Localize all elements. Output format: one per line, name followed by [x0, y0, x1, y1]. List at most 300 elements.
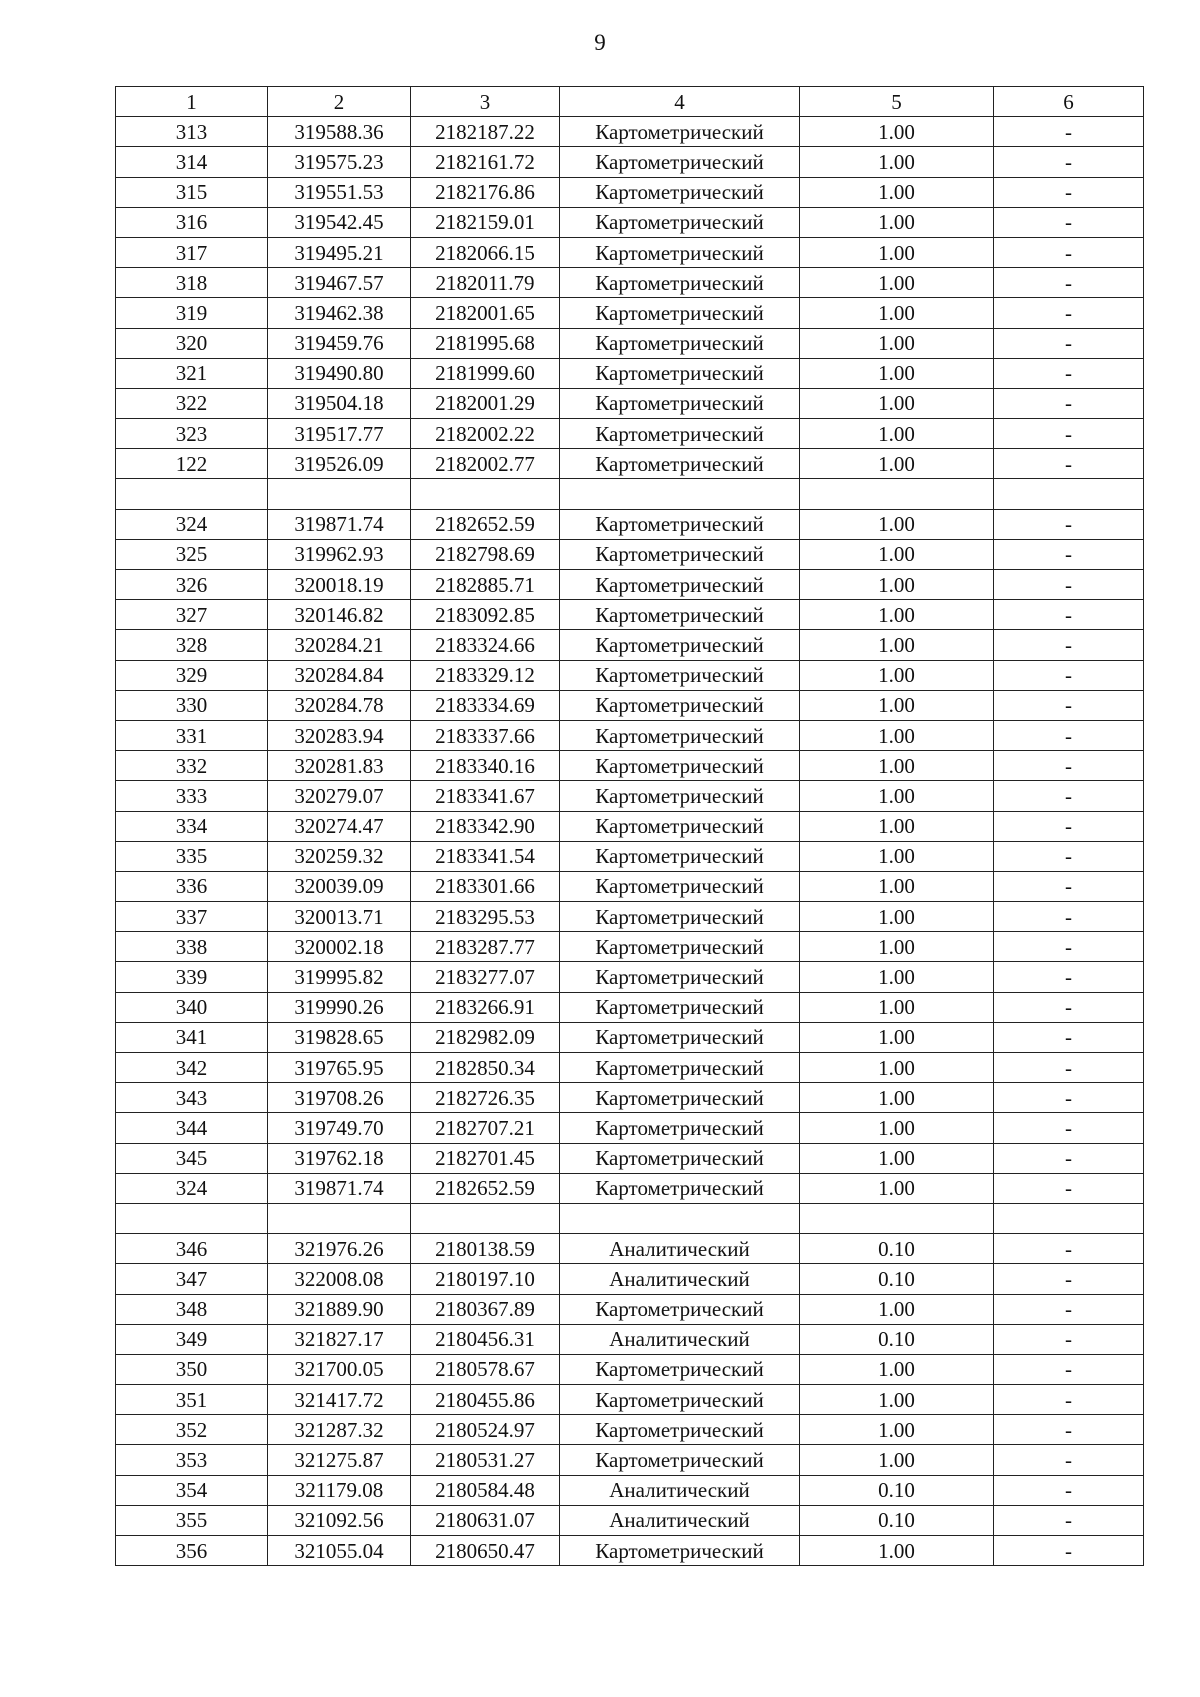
method-cell: Картометрический — [560, 1294, 800, 1324]
point-number-cell: 321 — [116, 358, 268, 388]
y-coordinate-cell: 2180531.27 — [411, 1445, 560, 1475]
x-coordinate-cell: 319517.77 — [268, 419, 411, 449]
x-coordinate-cell — [268, 1203, 411, 1233]
method-cell: Картометрический — [560, 781, 800, 811]
point-number-cell: 343 — [116, 1083, 268, 1113]
method-cell: Картометрический — [560, 117, 800, 147]
note-cell: - — [994, 690, 1144, 720]
note-cell: - — [994, 1445, 1144, 1475]
accuracy-cell: 1.00 — [800, 660, 994, 690]
note-cell: - — [994, 600, 1144, 630]
point-number-cell: 345 — [116, 1143, 268, 1173]
note-cell: - — [994, 509, 1144, 539]
x-coordinate-cell: 319871.74 — [268, 1173, 411, 1203]
x-coordinate-cell: 322008.08 — [268, 1264, 411, 1294]
x-coordinate-cell: 320274.47 — [268, 811, 411, 841]
table-row — [116, 1505, 1144, 1535]
note-cell: - — [994, 419, 1144, 449]
table-row — [116, 419, 1144, 449]
y-coordinate-cell: 2182652.59 — [411, 1173, 560, 1203]
x-coordinate-cell: 321700.05 — [268, 1354, 411, 1384]
accuracy-cell: 1.00 — [800, 720, 994, 750]
accuracy-cell: 1.00 — [800, 902, 994, 932]
point-number-cell: 342 — [116, 1053, 268, 1083]
note-cell: - — [994, 871, 1144, 901]
method-cell: Картометрический — [560, 871, 800, 901]
y-coordinate-cell: 2182011.79 — [411, 268, 560, 298]
point-number-cell: 348 — [116, 1294, 268, 1324]
note-cell: - — [994, 1294, 1144, 1324]
method-cell: Картометрический — [560, 449, 800, 479]
table-row — [116, 268, 1144, 298]
table-row — [116, 962, 1144, 992]
y-coordinate-cell: 2182001.65 — [411, 298, 560, 328]
point-number-cell: 339 — [116, 962, 268, 992]
x-coordinate-cell: 321287.32 — [268, 1415, 411, 1445]
table-row — [116, 1143, 1144, 1173]
y-coordinate-cell: 2180367.89 — [411, 1294, 560, 1324]
table-row — [116, 207, 1144, 237]
method-cell: Картометрический — [560, 570, 800, 600]
note-cell: - — [994, 751, 1144, 781]
x-coordinate-cell: 320002.18 — [268, 932, 411, 962]
x-coordinate-cell — [268, 479, 411, 509]
accuracy-cell: 1.00 — [800, 1294, 994, 1324]
y-coordinate-cell: 2182850.34 — [411, 1053, 560, 1083]
table-row — [116, 1294, 1144, 1324]
y-coordinate-cell: 2180456.31 — [411, 1324, 560, 1354]
y-coordinate-cell: 2183266.91 — [411, 992, 560, 1022]
accuracy-cell: 1.00 — [800, 117, 994, 147]
x-coordinate-cell: 320283.94 — [268, 720, 411, 750]
accuracy-cell: 1.00 — [800, 1173, 994, 1203]
table-row — [116, 479, 1144, 509]
point-number-cell: 328 — [116, 630, 268, 660]
table-row — [116, 1415, 1144, 1445]
table-row — [116, 117, 1144, 147]
method-cell: Картометрический — [560, 1173, 800, 1203]
note-cell: - — [994, 1324, 1144, 1354]
x-coordinate-cell: 320018.19 — [268, 570, 411, 600]
x-coordinate-cell: 319588.36 — [268, 117, 411, 147]
method-cell: Картометрический — [560, 509, 800, 539]
x-coordinate-cell: 320284.21 — [268, 630, 411, 660]
accuracy-cell: 1.00 — [800, 871, 994, 901]
table-row — [116, 1022, 1144, 1052]
x-coordinate-cell: 319871.74 — [268, 509, 411, 539]
table-row — [116, 1173, 1144, 1203]
method-cell: Картометрический — [560, 1022, 800, 1052]
point-number-cell: 333 — [116, 781, 268, 811]
table-row — [116, 1324, 1144, 1354]
accuracy-cell — [800, 479, 994, 509]
method-cell: Картометрический — [560, 177, 800, 207]
y-coordinate-cell: 2183334.69 — [411, 690, 560, 720]
table-row — [116, 449, 1144, 479]
method-cell: Картометрический — [560, 147, 800, 177]
x-coordinate-cell: 320259.32 — [268, 841, 411, 871]
note-cell: - — [994, 1385, 1144, 1415]
y-coordinate-cell: 2183329.12 — [411, 660, 560, 690]
method-cell: Картометрический — [560, 600, 800, 630]
accuracy-cell — [800, 1203, 994, 1233]
table-row — [116, 1354, 1144, 1384]
method-cell: Картометрический — [560, 630, 800, 660]
y-coordinate-cell: 2183287.77 — [411, 932, 560, 962]
x-coordinate-cell: 320013.71 — [268, 902, 411, 932]
method-cell: Картометрический — [560, 298, 800, 328]
accuracy-cell: 1.00 — [800, 932, 994, 962]
y-coordinate-cell: 2182002.22 — [411, 419, 560, 449]
y-coordinate-cell: 2182726.35 — [411, 1083, 560, 1113]
accuracy-cell: 1.00 — [800, 1385, 994, 1415]
x-coordinate-cell: 319575.23 — [268, 147, 411, 177]
x-coordinate-cell: 319542.45 — [268, 207, 411, 237]
note-cell: - — [994, 962, 1144, 992]
table-header-row — [116, 87, 1144, 117]
x-coordinate-cell: 319708.26 — [268, 1083, 411, 1113]
table-row — [116, 841, 1144, 871]
note-cell: - — [994, 1264, 1144, 1294]
method-cell: Картометрический — [560, 1053, 800, 1083]
accuracy-cell: 1.00 — [800, 268, 994, 298]
table-row — [116, 660, 1144, 690]
method-cell: Картометрический — [560, 388, 800, 418]
x-coordinate-cell: 321827.17 — [268, 1324, 411, 1354]
accuracy-cell: 1.00 — [800, 1143, 994, 1173]
column-header-5: 5 — [800, 87, 994, 117]
table-row — [116, 630, 1144, 660]
table-row — [116, 932, 1144, 962]
note-cell: - — [994, 298, 1144, 328]
y-coordinate-cell: 2183092.85 — [411, 600, 560, 630]
point-number-cell: 324 — [116, 509, 268, 539]
note-cell: - — [994, 388, 1144, 418]
point-number-cell: 332 — [116, 751, 268, 781]
note-cell: - — [994, 328, 1144, 358]
y-coordinate-cell: 2182159.01 — [411, 207, 560, 237]
y-coordinate-cell: 2180138.59 — [411, 1234, 560, 1264]
accuracy-cell: 0.10 — [800, 1264, 994, 1294]
accuracy-cell: 1.00 — [800, 449, 994, 479]
method-cell: Картометрический — [560, 660, 800, 690]
y-coordinate-cell: 2183324.66 — [411, 630, 560, 660]
accuracy-cell: 1.00 — [800, 1415, 994, 1445]
table-row — [116, 358, 1144, 388]
x-coordinate-cell: 319495.21 — [268, 237, 411, 267]
point-number-cell: 327 — [116, 600, 268, 630]
point-number-cell: 330 — [116, 690, 268, 720]
accuracy-cell: 1.00 — [800, 781, 994, 811]
table-row — [116, 328, 1144, 358]
table-row — [116, 690, 1144, 720]
point-number-cell: 313 — [116, 117, 268, 147]
column-header-1: 1 — [116, 87, 268, 117]
accuracy-cell: 0.10 — [800, 1505, 994, 1535]
table-row — [116, 600, 1144, 630]
table-row — [116, 1536, 1144, 1566]
method-cell — [560, 1203, 800, 1233]
method-cell: Аналитический — [560, 1475, 800, 1505]
x-coordinate-cell: 319962.93 — [268, 539, 411, 569]
note-cell: - — [994, 630, 1144, 660]
method-cell: Картометрический — [560, 841, 800, 871]
table-row — [116, 1113, 1144, 1143]
note-cell: - — [994, 117, 1144, 147]
point-number-cell: 337 — [116, 902, 268, 932]
accuracy-cell: 1.00 — [800, 388, 994, 418]
accuracy-cell: 1.00 — [800, 539, 994, 569]
y-coordinate-cell: 2182885.71 — [411, 570, 560, 600]
y-coordinate-cell: 2180524.97 — [411, 1415, 560, 1445]
method-cell: Картометрический — [560, 1113, 800, 1143]
x-coordinate-cell: 321889.90 — [268, 1294, 411, 1324]
point-number-cell: 331 — [116, 720, 268, 750]
x-coordinate-cell: 319526.09 — [268, 449, 411, 479]
x-coordinate-cell: 319462.38 — [268, 298, 411, 328]
accuracy-cell: 1.00 — [800, 811, 994, 841]
method-cell: Картометрический — [560, 902, 800, 932]
table-row — [116, 1083, 1144, 1113]
method-cell: Картометрический — [560, 1385, 800, 1415]
x-coordinate-cell: 319990.26 — [268, 992, 411, 1022]
method-cell: Картометрический — [560, 358, 800, 388]
table-body — [116, 117, 1144, 1566]
note-cell: - — [994, 1415, 1144, 1445]
point-number-cell: 317 — [116, 237, 268, 267]
method-cell: Картометрический — [560, 751, 800, 781]
method-cell: Аналитический — [560, 1505, 800, 1535]
y-coordinate-cell: 2182798.69 — [411, 539, 560, 569]
x-coordinate-cell: 319828.65 — [268, 1022, 411, 1052]
table-row — [116, 509, 1144, 539]
accuracy-cell: 1.00 — [800, 237, 994, 267]
accuracy-cell: 1.00 — [800, 177, 994, 207]
point-number-cell: 347 — [116, 1264, 268, 1294]
accuracy-cell: 1.00 — [800, 1536, 994, 1566]
method-cell — [560, 479, 800, 509]
method-cell: Картометрический — [560, 1445, 800, 1475]
table-row — [116, 871, 1144, 901]
y-coordinate-cell — [411, 479, 560, 509]
point-number-cell: 315 — [116, 177, 268, 207]
note-cell: - — [994, 1053, 1144, 1083]
x-coordinate-cell: 319762.18 — [268, 1143, 411, 1173]
point-number-cell: 355 — [116, 1505, 268, 1535]
note-cell: - — [994, 932, 1144, 962]
point-number-cell: 349 — [116, 1324, 268, 1354]
point-number-cell: 351 — [116, 1385, 268, 1415]
x-coordinate-cell: 321417.72 — [268, 1385, 411, 1415]
y-coordinate-cell: 2180631.07 — [411, 1505, 560, 1535]
y-coordinate-cell: 2181999.60 — [411, 358, 560, 388]
point-number-cell: 319 — [116, 298, 268, 328]
accuracy-cell: 1.00 — [800, 1445, 994, 1475]
point-number-cell: 344 — [116, 1113, 268, 1143]
y-coordinate-cell — [411, 1203, 560, 1233]
point-number-cell — [116, 1203, 268, 1233]
table-row — [116, 781, 1144, 811]
point-number-cell: 338 — [116, 932, 268, 962]
x-coordinate-cell: 319995.82 — [268, 962, 411, 992]
table-row — [116, 751, 1144, 781]
point-number-cell — [116, 479, 268, 509]
column-header-4: 4 — [560, 87, 800, 117]
x-coordinate-cell: 321275.87 — [268, 1445, 411, 1475]
note-cell: - — [994, 781, 1144, 811]
method-cell: Картометрический — [560, 992, 800, 1022]
accuracy-cell: 1.00 — [800, 147, 994, 177]
point-number-cell: 320 — [116, 328, 268, 358]
x-coordinate-cell: 320039.09 — [268, 871, 411, 901]
accuracy-cell: 1.00 — [800, 690, 994, 720]
note-cell: - — [994, 841, 1144, 871]
table-row — [116, 992, 1144, 1022]
accuracy-cell: 1.00 — [800, 358, 994, 388]
x-coordinate-cell: 321092.56 — [268, 1505, 411, 1535]
table-row — [116, 388, 1144, 418]
note-cell: - — [994, 902, 1144, 932]
method-cell: Картометрический — [560, 539, 800, 569]
y-coordinate-cell: 2183301.66 — [411, 871, 560, 901]
x-coordinate-cell: 319467.57 — [268, 268, 411, 298]
table-row — [116, 147, 1144, 177]
accuracy-cell: 0.10 — [800, 1234, 994, 1264]
point-number-cell: 322 — [116, 388, 268, 418]
accuracy-cell: 1.00 — [800, 751, 994, 781]
y-coordinate-cell: 2183340.16 — [411, 751, 560, 781]
y-coordinate-cell: 2181995.68 — [411, 328, 560, 358]
point-number-cell: 324 — [116, 1173, 268, 1203]
table-row — [116, 1475, 1144, 1505]
y-coordinate-cell: 2182161.72 — [411, 147, 560, 177]
note-cell: - — [994, 358, 1144, 388]
point-number-cell: 340 — [116, 992, 268, 1022]
coordinates-table — [115, 86, 1144, 1566]
table-row — [116, 1445, 1144, 1475]
y-coordinate-cell: 2180650.47 — [411, 1536, 560, 1566]
point-number-cell: 122 — [116, 449, 268, 479]
method-cell: Картометрический — [560, 690, 800, 720]
note-cell: - — [994, 992, 1144, 1022]
note-cell: - — [994, 207, 1144, 237]
note-cell: - — [994, 539, 1144, 569]
point-number-cell: 354 — [116, 1475, 268, 1505]
y-coordinate-cell: 2183341.54 — [411, 841, 560, 871]
accuracy-cell: 1.00 — [800, 207, 994, 237]
x-coordinate-cell: 319459.76 — [268, 328, 411, 358]
table-row — [116, 237, 1144, 267]
point-number-cell: 325 — [116, 539, 268, 569]
x-coordinate-cell: 319765.95 — [268, 1053, 411, 1083]
accuracy-cell: 0.10 — [800, 1324, 994, 1354]
table-row — [116, 539, 1144, 569]
y-coordinate-cell: 2183337.66 — [411, 720, 560, 750]
y-coordinate-cell: 2182707.21 — [411, 1113, 560, 1143]
table-row — [116, 1264, 1144, 1294]
note-cell: - — [994, 1173, 1144, 1203]
note-cell — [994, 479, 1144, 509]
point-number-cell: 326 — [116, 570, 268, 600]
y-coordinate-cell: 2182982.09 — [411, 1022, 560, 1052]
method-cell: Картометрический — [560, 1083, 800, 1113]
note-cell: - — [994, 1234, 1144, 1264]
point-number-cell: 329 — [116, 660, 268, 690]
point-number-cell: 346 — [116, 1234, 268, 1264]
note-cell — [994, 1203, 1144, 1233]
accuracy-cell: 1.00 — [800, 962, 994, 992]
method-cell: Аналитический — [560, 1264, 800, 1294]
accuracy-cell: 1.00 — [800, 1354, 994, 1384]
note-cell: - — [994, 660, 1144, 690]
table-row — [116, 902, 1144, 932]
y-coordinate-cell: 2183341.67 — [411, 781, 560, 811]
x-coordinate-cell: 321055.04 — [268, 1536, 411, 1566]
y-coordinate-cell: 2180197.10 — [411, 1264, 560, 1294]
method-cell: Аналитический — [560, 1324, 800, 1354]
note-cell: - — [994, 1143, 1144, 1173]
note-cell: - — [994, 1354, 1144, 1384]
y-coordinate-cell: 2182176.86 — [411, 177, 560, 207]
y-coordinate-cell: 2180578.67 — [411, 1354, 560, 1384]
x-coordinate-cell: 319551.53 — [268, 177, 411, 207]
x-coordinate-cell: 321179.08 — [268, 1475, 411, 1505]
accuracy-cell: 1.00 — [800, 630, 994, 660]
x-coordinate-cell: 320281.83 — [268, 751, 411, 781]
method-cell: Картометрический — [560, 1536, 800, 1566]
accuracy-cell: 1.00 — [800, 328, 994, 358]
accuracy-cell: 1.00 — [800, 1022, 994, 1052]
x-coordinate-cell: 319749.70 — [268, 1113, 411, 1143]
method-cell: Картометрический — [560, 207, 800, 237]
point-number-cell: 350 — [116, 1354, 268, 1384]
table-row — [116, 1053, 1144, 1083]
note-cell: - — [994, 1113, 1144, 1143]
table-row — [116, 177, 1144, 207]
note-cell: - — [994, 1505, 1144, 1535]
column-header-2: 2 — [268, 87, 411, 117]
y-coordinate-cell: 2182187.22 — [411, 117, 560, 147]
x-coordinate-cell: 320146.82 — [268, 600, 411, 630]
table-row — [116, 720, 1144, 750]
note-cell: - — [994, 1475, 1144, 1505]
method-cell: Картометрический — [560, 328, 800, 358]
table-row — [116, 1234, 1144, 1264]
point-number-cell: 316 — [116, 207, 268, 237]
method-cell: Картометрический — [560, 811, 800, 841]
accuracy-cell: 1.00 — [800, 1083, 994, 1113]
x-coordinate-cell: 320284.78 — [268, 690, 411, 720]
accuracy-cell: 1.00 — [800, 570, 994, 600]
note-cell: - — [994, 1536, 1144, 1566]
accuracy-cell: 1.00 — [800, 841, 994, 871]
table-row — [116, 1385, 1144, 1415]
note-cell: - — [994, 237, 1144, 267]
point-number-cell: 318 — [116, 268, 268, 298]
column-header-6: 6 — [994, 87, 1144, 117]
table-row — [116, 570, 1144, 600]
y-coordinate-cell: 2183342.90 — [411, 811, 560, 841]
table-row — [116, 811, 1144, 841]
method-cell: Картометрический — [560, 932, 800, 962]
note-cell: - — [994, 268, 1144, 298]
y-coordinate-cell: 2182002.77 — [411, 449, 560, 479]
accuracy-cell: 1.00 — [800, 1053, 994, 1083]
method-cell: Картометрический — [560, 268, 800, 298]
note-cell: - — [994, 811, 1144, 841]
accuracy-cell: 1.00 — [800, 298, 994, 328]
x-coordinate-cell: 319490.80 — [268, 358, 411, 388]
